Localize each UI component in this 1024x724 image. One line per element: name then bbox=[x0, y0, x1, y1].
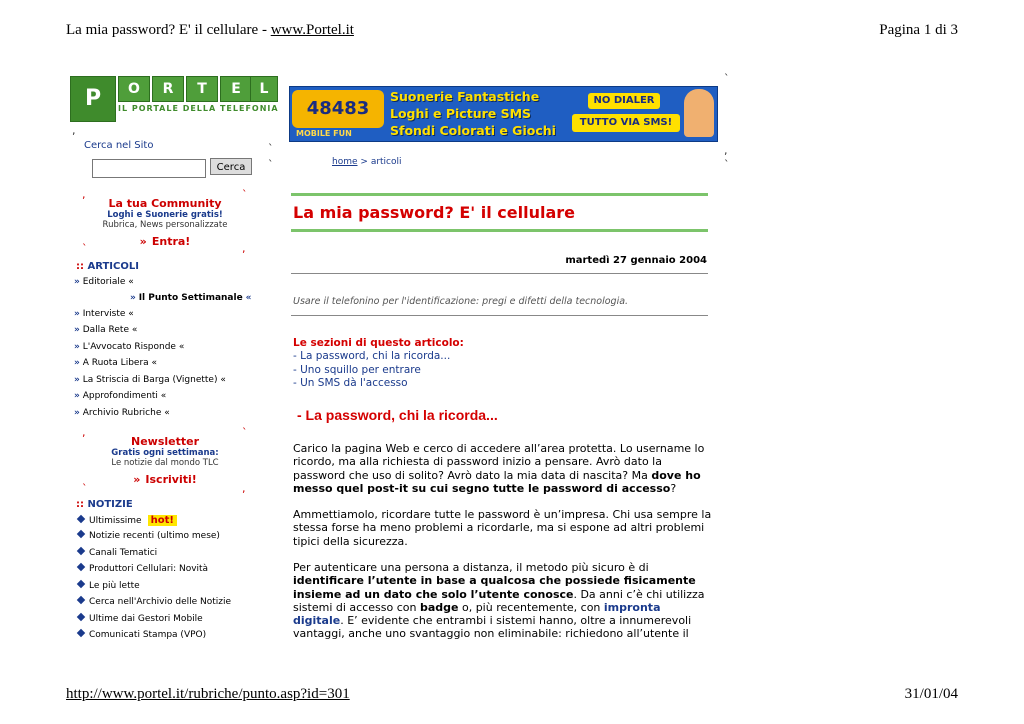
notizie-heading: :: NOTIZIE bbox=[76, 499, 133, 510]
article-paragraph: Per autenticare una persona a distanza, il metodo più sicuro è di identificare l’utente in base a qualcosa che possiede fisicamente insieme ad un dato che solo l’utente conosce. Da anni c’è chi utilizza sistemi di accesso con badge o, più recentemente, con impronta digitale. E’ evidente che entrambi i sistemi hanno, oltre a innumerevoli vantaggi, anche uno svantaggio non eliminabile: richiedono all’utente il bbox=[293, 561, 705, 641]
print-footer-date: 31/01/04 bbox=[904, 686, 958, 702]
corner-mark: ` bbox=[82, 242, 88, 255]
community-line: Loghi e Suonerie gratis! bbox=[107, 210, 223, 220]
corner-mark: ` bbox=[724, 72, 730, 85]
search-input[interactable] bbox=[92, 159, 206, 178]
notizie-item-piu-lette[interactable]: Le più lette bbox=[78, 581, 140, 591]
logo-letter: E bbox=[220, 76, 252, 102]
notizie-item-recenti[interactable]: Notizie recenti (ultimo mese) bbox=[78, 531, 220, 541]
bullet-icon bbox=[77, 547, 85, 555]
logo-tagline: IL PORTALE DELLA TELEFONIA bbox=[118, 104, 279, 113]
section-link[interactable]: - Uno squillo per entrare bbox=[293, 364, 421, 376]
logo-letter: L bbox=[250, 76, 278, 102]
sections-heading: Le sezioni di questo articolo: bbox=[293, 337, 464, 349]
articoli-item-editoriale[interactable]: » Editoriale « bbox=[74, 277, 134, 287]
articoli-item-ruota-libera[interactable]: » A Ruota Libera « bbox=[74, 358, 158, 368]
print-footer-url bbox=[66, 686, 350, 703]
logo-letter: T bbox=[186, 76, 218, 102]
banner-line: Suonerie Fantastiche bbox=[390, 89, 540, 104]
newsletter-title: Newsletter bbox=[130, 435, 199, 448]
hot-badge: hot! bbox=[148, 515, 177, 526]
articoli-item-interviste[interactable]: » Interviste « bbox=[74, 309, 134, 319]
articoli-item-approfondimenti[interactable]: » Approfondimenti « bbox=[74, 391, 167, 401]
corner-mark: , bbox=[242, 242, 246, 255]
newsletter-subscribe-link[interactable]: » Iscriviti! bbox=[133, 473, 197, 486]
corner-mark: ` bbox=[268, 142, 274, 155]
article-date: martedì 27 gennaio 2004 bbox=[565, 255, 707, 266]
notizie-item-archivio[interactable]: Cerca nell'Archivio delle Notizie bbox=[78, 597, 231, 607]
section-link[interactable]: - Un SMS dà l'accesso bbox=[293, 377, 408, 389]
articoli-item-archivio[interactable]: » Archivio Rubriche « bbox=[74, 408, 170, 418]
bullet-icon bbox=[77, 596, 85, 604]
banner-no-dialer: NO DIALER bbox=[588, 93, 660, 109]
corner-mark: , bbox=[242, 482, 246, 495]
community-line: Rubrica, News personalizzate bbox=[102, 220, 228, 230]
articoli-item-avvocato[interactable]: » L'Avvocato Risponde « bbox=[74, 342, 185, 352]
bullet-icon bbox=[77, 613, 85, 621]
banner-via-sms: TUTTO VIA SMS! bbox=[572, 114, 680, 132]
notizie-item-ultimissime[interactable]: Ultimissime hot! bbox=[78, 515, 177, 526]
articoli-item-dalla-rete[interactable]: » Dalla Rete « bbox=[74, 325, 138, 335]
search-button[interactable]: Cerca bbox=[210, 158, 252, 175]
divider bbox=[291, 273, 708, 274]
newsletter-line: Le notizie dal mondo TLC bbox=[111, 458, 219, 468]
bullet-icon bbox=[77, 563, 85, 571]
article-paragraph: Ammettiamolo, ricordare tutte le password è un’impresa. Chi usa sempre la stessa forse ha meno problemi a ricordarle, ma si espone ad altri problemi tipici della sicurezza. bbox=[293, 508, 712, 548]
banner-mascot-image bbox=[684, 89, 714, 137]
notizie-item-canali[interactable]: Canali Tematici bbox=[78, 548, 157, 558]
article-paragraph: Carico la pagina Web e cerco di accedere all’area protetta. Lo username lo ricordo, ma alla richiesta di password inizio a pensare. Avrò dato la password che uso di solito? Avrò dato la mia data di nascita? Ma dove ho messo quel post-it su cui segno tutte le password di accesso? bbox=[293, 442, 705, 495]
banner-mobile-fun: MOBILE FUN bbox=[296, 129, 352, 138]
section-link[interactable]: - La password, chi la ricorda... bbox=[293, 350, 451, 362]
bullet-icon bbox=[77, 530, 85, 538]
portel-logo[interactable] bbox=[70, 76, 280, 122]
corner-mark: , bbox=[82, 426, 86, 439]
newsletter-box bbox=[82, 435, 248, 487]
logo-letter: P bbox=[70, 76, 116, 122]
bullet-icon bbox=[77, 629, 85, 637]
article-title: La mia password? E' il cellulare bbox=[293, 203, 576, 222]
articoli-item-punto-settimanale[interactable]: » Il Punto Settimanale « bbox=[130, 293, 252, 303]
corner-mark: ` bbox=[82, 482, 88, 495]
breadcrumb: home > articoli bbox=[332, 157, 402, 167]
print-header-title: La mia password? E' il cellulare - www.Portel.it bbox=[66, 22, 354, 38]
title-rule-bottom bbox=[291, 229, 708, 232]
bullet-icon bbox=[77, 580, 85, 588]
corner-mark: , bbox=[72, 124, 76, 137]
banner-number: 48483 bbox=[292, 90, 384, 128]
bullet-icon bbox=[77, 515, 85, 523]
logo-letter: R bbox=[152, 76, 184, 102]
notizie-item-comunicati[interactable]: Comunicati Stampa (VPO) bbox=[78, 630, 206, 640]
corner-mark: ` bbox=[242, 188, 248, 201]
notizie-item-produttori[interactable]: Produttori Cellulari: Novità bbox=[78, 564, 208, 574]
notizie-item-gestori[interactable]: Ultime dai Gestori Mobile bbox=[78, 614, 203, 624]
divider bbox=[291, 315, 708, 316]
articoli-item-striscia[interactable]: » La Striscia di Barga (Vignette) « bbox=[74, 375, 226, 385]
section-subheading: - La password, chi la ricorda... bbox=[297, 407, 498, 423]
community-title: La tua Community bbox=[108, 197, 222, 210]
banner-line: Sfondi Colorati e Giochi bbox=[390, 123, 556, 138]
newsletter-line: Gratis ogni settimana: bbox=[111, 448, 219, 458]
corner-mark: ` bbox=[268, 158, 274, 171]
print-footer-url-link[interactable]: http://www.portel.it/rubriche/punto.asp?id=301 bbox=[66, 686, 350, 702]
article-abstract: Usare il telefonino per l'identificazione: pregi e difetti della tecnologia. bbox=[293, 296, 629, 307]
corner-mark: , bbox=[724, 144, 728, 157]
breadcrumb-home-link[interactable]: home bbox=[332, 157, 358, 167]
print-header-site-link[interactable]: www.Portel.it bbox=[270, 22, 354, 38]
breadcrumb-current: articoli bbox=[370, 157, 402, 167]
banner-line: Loghi e Picture SMS bbox=[390, 106, 532, 121]
ad-banner[interactable] bbox=[289, 86, 718, 142]
print-header-page: Pagina 1 di 3 bbox=[879, 22, 958, 38]
corner-mark: , bbox=[82, 188, 86, 201]
logo-letter: O bbox=[118, 76, 150, 102]
community-box bbox=[82, 197, 248, 249]
corner-mark: ` bbox=[724, 158, 730, 171]
articoli-heading: :: ARTICOLI bbox=[76, 261, 139, 272]
search-title: Cerca nel Sito bbox=[84, 140, 154, 151]
title-rule-top bbox=[291, 193, 708, 196]
community-enter-link[interactable]: » Entra! bbox=[139, 235, 191, 248]
corner-mark: ` bbox=[242, 426, 248, 439]
